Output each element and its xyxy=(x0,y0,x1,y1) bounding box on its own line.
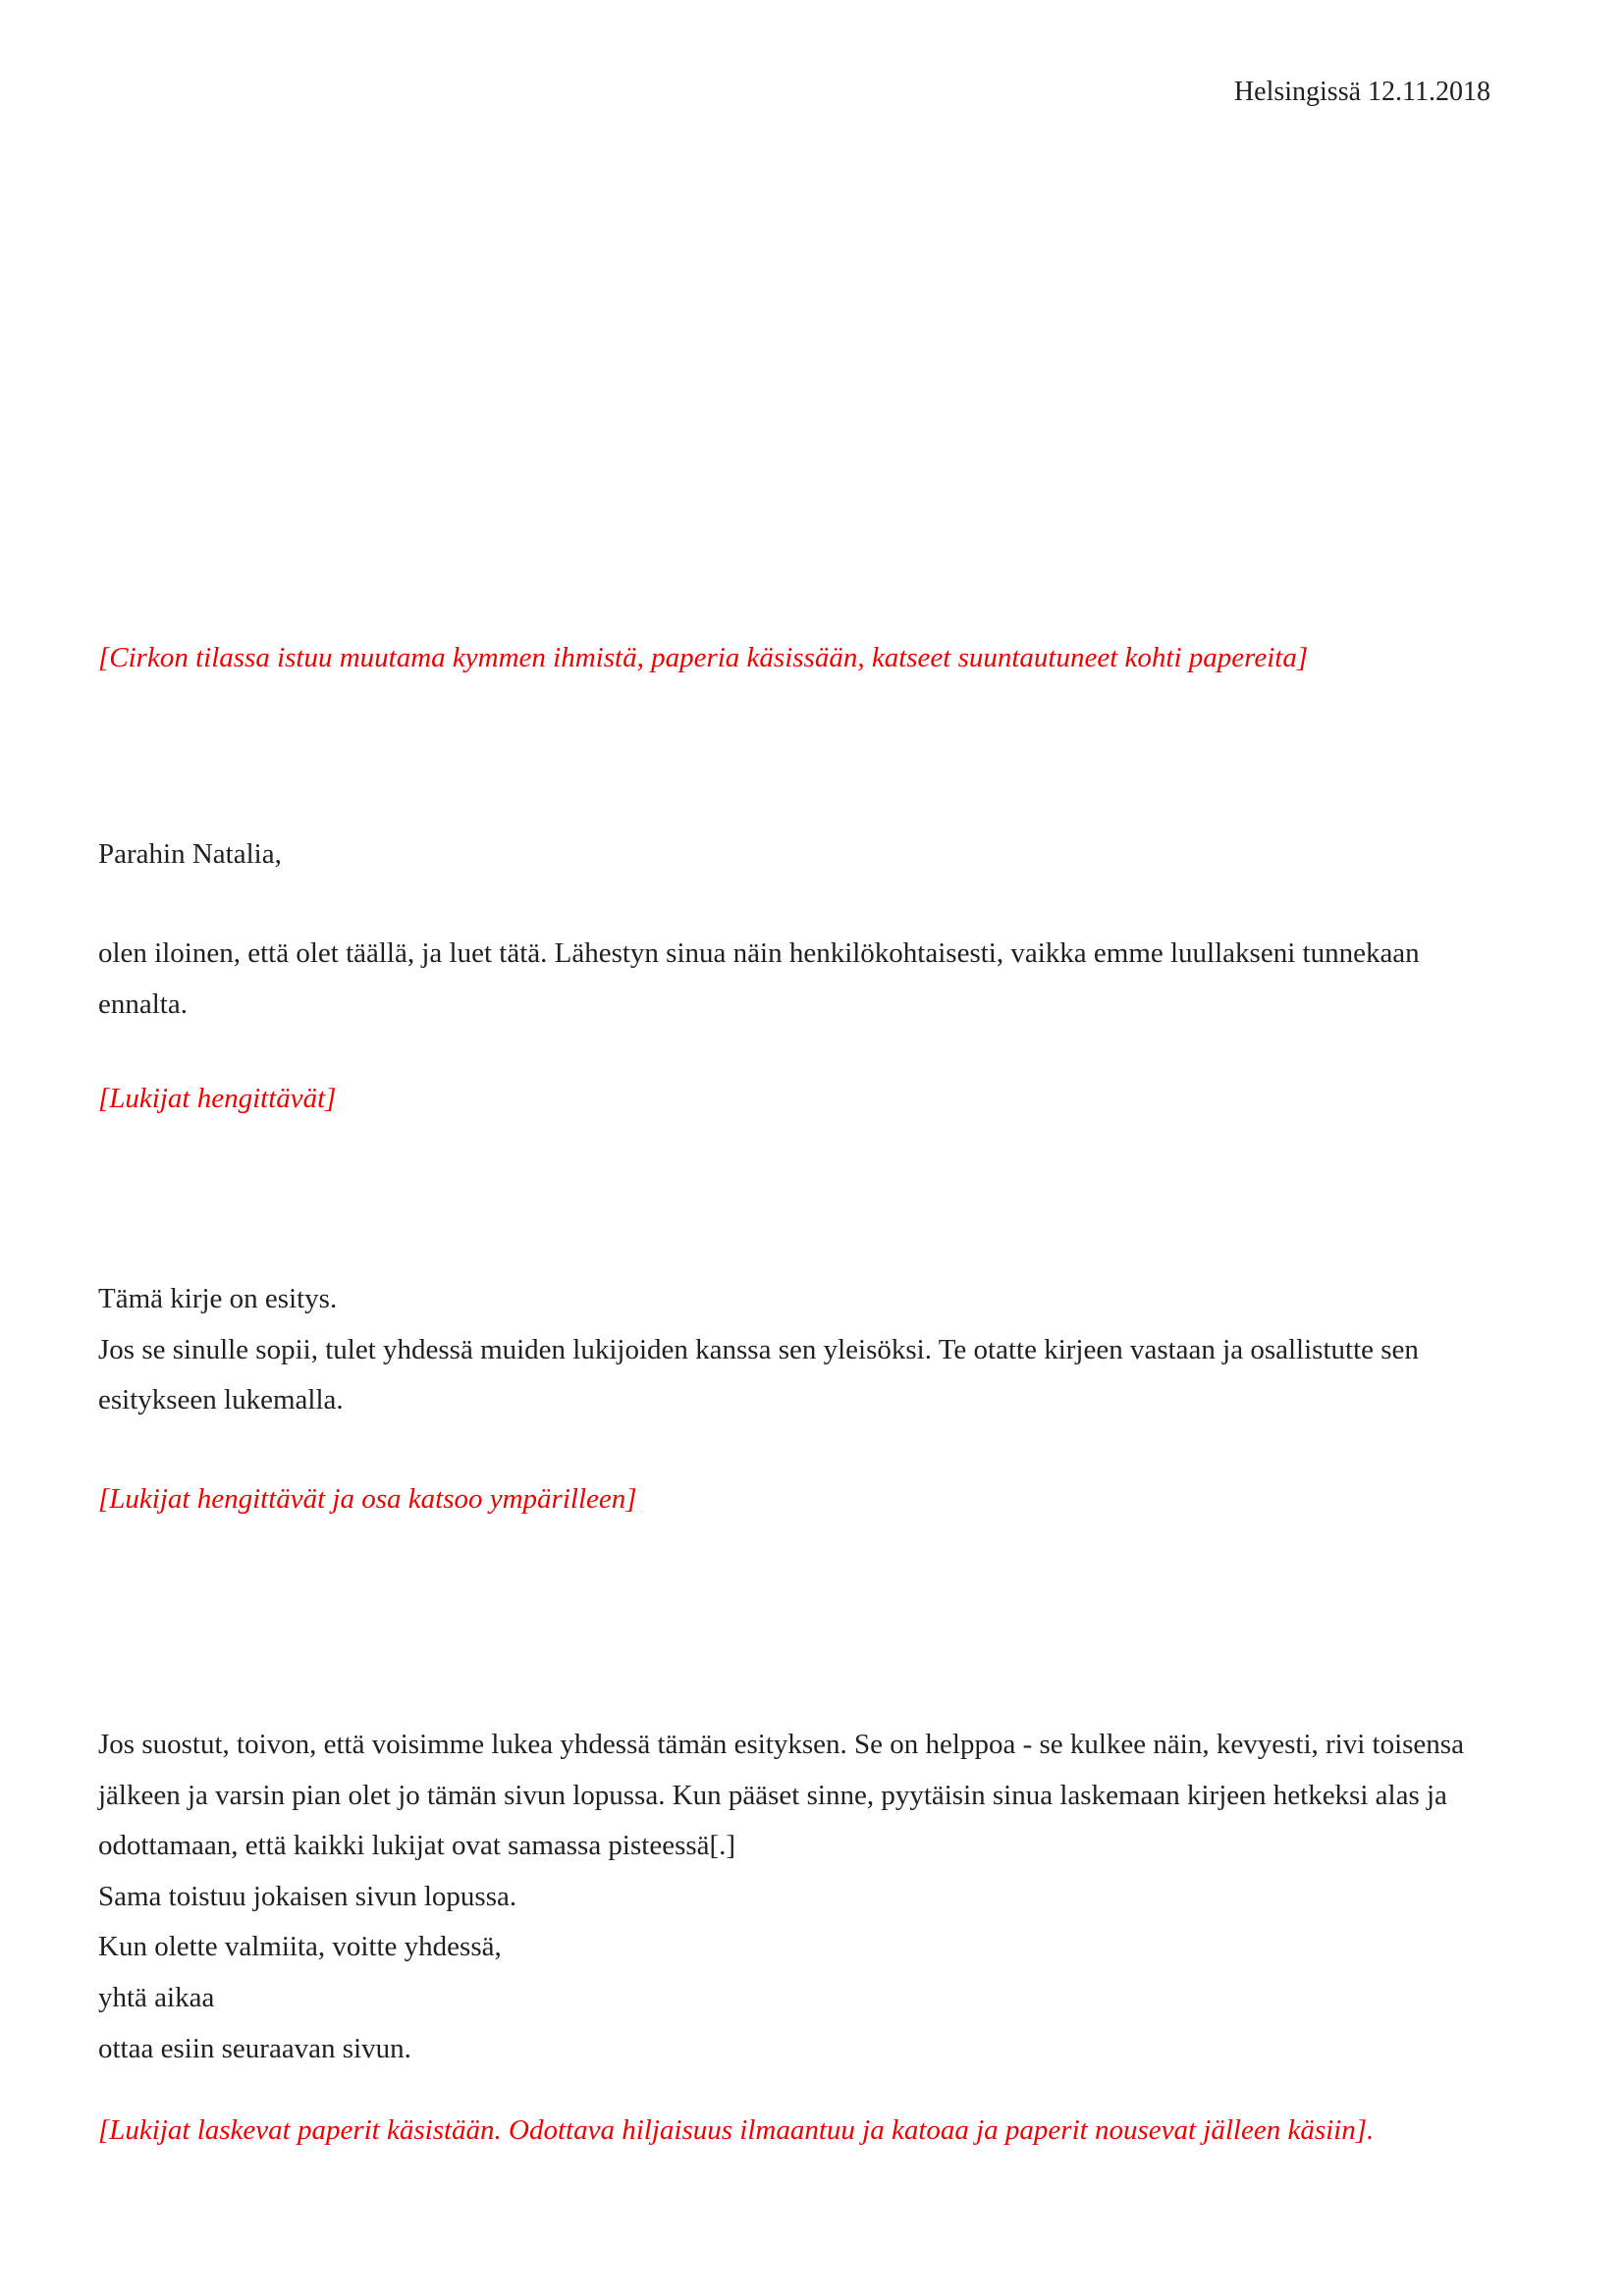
paragraph-instructions-line4: yhtä aikaa xyxy=(98,1982,215,2014)
paragraph-instructions xyxy=(98,1720,1492,2074)
paragraph-instructions-line5: ottaa esiin seuraavan sivun. xyxy=(98,2032,411,2064)
salutation: Parahin Natalia, xyxy=(98,838,282,870)
date-line: Helsingissä 12.11.2018 xyxy=(1233,77,1490,107)
paragraph-intro: olen iloinen, että olet täällä, ja luet tätä. Lähestyn sinua näin henkilökohtaisesti, vaikka emme luullakseni tunnekaan ennalta. xyxy=(98,937,1420,1020)
paragraph-letter xyxy=(98,1274,1492,1426)
paragraph-instructions-line2: Sama toistuu jokaisen sivun lopussa. xyxy=(98,1880,517,1912)
stage-direction-closing: [Lukijat laskevat paperit käsistään. Odottava hiljaisuus ilmaantuu ja katoaa ja paperit nousevat jälleen käsiin]. xyxy=(98,2114,1375,2146)
stage-direction-breathing: [Lukijat hengittävät] xyxy=(98,1083,337,1114)
paragraph-instructions-line3: Kun olette valmiita, voitte yhdessä, xyxy=(98,1931,502,1963)
stage-direction-looking-around: [Lukijat hengittävät ja osa katsoo ympärilleen] xyxy=(98,1483,637,1515)
paragraph-letter-line1: Tämä kirje on esitys. xyxy=(98,1283,338,1314)
stage-direction-opening: [Cirkon tilassa istuu muutama kymmen ihmistä, paperia käsissään, katseet suuntautuneet kohti papereita] xyxy=(98,642,1309,673)
paragraph-letter-line2: Jos se sinulle sopii, tulet yhdessä muiden lukijoiden kanssa sen yleisöksi. Te otatte kirjeen vastaan ja osallistutte sen esitykseen lukemalla. xyxy=(98,1333,1419,1416)
paragraph-instructions-line1: Jos suostut, toivon, että voisimme lukea yhdessä tämän esityksen. Se on helppoa - se kulkee näin, kevyesti, rivi toisensa jälkeen ja varsin pian olet jo tämän sivun lopussa. Kun pääset sinne, pyytäisin sinua laskemaan kirjeen hetkeksi alas ja odottamaan, että kaikki lukijat ovat samassa pisteessä[.] xyxy=(98,1729,1464,1862)
